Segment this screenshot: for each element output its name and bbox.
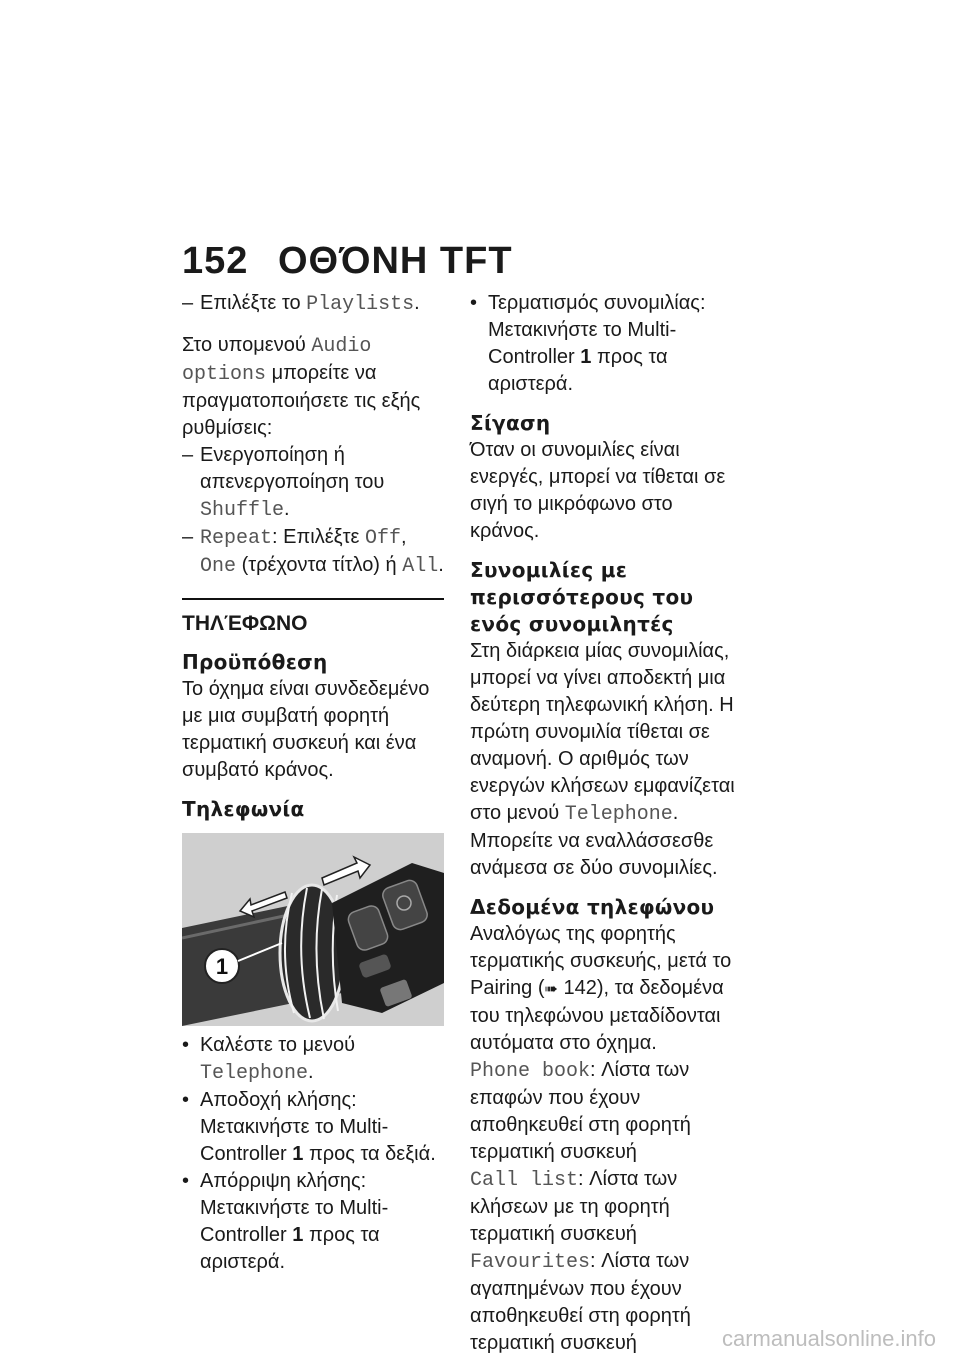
- subheading: Προϋπόθεση: [182, 650, 328, 674]
- subheading: Δεδομένα τηλεφώνου: [470, 895, 715, 919]
- multi-controller-figure: [182, 833, 444, 1026]
- list-item: • Απόρριψη κλήσης: Μετακινήστε το Multi-Controller 1 προς τα αριστερά.: [182, 1168, 444, 1276]
- paragraph: Το όχημα είναι συνδεδεμένο με μια συμβατή φορητή τερματική συσκευή και ένα συμβατό κράνος.: [182, 678, 430, 781]
- list-item: • Καλέστε το μενού Telephone.: [182, 1032, 444, 1087]
- paragraph: Στη διάρκεια μίας συνομιλίας, μπορεί να γίνει αποδεκτή μια δεύτερη τηλεφωνική κλήση. Η πρώτη συνομιλία τίθεται σε αναμονή. Ο αριθμός των ενεργών κλήσεων εμφανίζεται στο μενού Telephone. Μπορείτε να εναλλάσσεσθε ανάμεσα σε δύο συνομιλίες.: [470, 640, 735, 879]
- list-item: – Επιλέξτε το Playlists.: [182, 290, 444, 318]
- left-column: [182, 290, 444, 1276]
- page-header: [182, 240, 513, 283]
- paragraph: Αναλόγως της φορητής τερματικής συσκευής, μετά το Pairing (➠ 142), τα δεδομένα του τηλεφώνου μεταδίδονται αυτόματα στο όχημα.: [470, 923, 732, 1054]
- section-title: ΤΗΛΈΦΩΝΟ: [182, 598, 444, 637]
- watermark: carmanualsonline.info: [721, 1326, 936, 1351]
- list-item: • Τερματισμός συνομιλίας: Μετακινήστε το Multi-Controller 1 προς τα αριστερά.: [470, 290, 745, 398]
- paragraph: Phone book: Λίστα των επαφών που έχουν αποθηκευθεί στη φορητή τερματική συσκευή: [470, 1059, 691, 1163]
- list-item: – Repeat: Επιλέξτε Off, One (τρέχοντα τίτλο) ή All.: [182, 524, 444, 580]
- subheading: Σίγαση: [470, 411, 551, 435]
- list-item: • Αποδοχή κλήσης: Μετακινήστε το Multi-Controller 1 προς τα δεξιά.: [182, 1087, 444, 1168]
- right-column: [470, 290, 745, 1357]
- handlebar-illustration: [182, 833, 444, 1026]
- list-item: – Ενεργοποίηση ή απενεργοποίηση του Shuffle.: [182, 442, 444, 524]
- paragraph: Όταν οι συνομιλίες είναι ενεργές, μπορεί να τίθεται σε σιγή το μικρόφωνο στο κράνος.: [470, 439, 726, 542]
- page-title: ΟΘΌΝΗ TFT: [278, 240, 513, 282]
- paragraph: Στο υπομενού Audio options μπορείτε να πραγματοποιήσετε τις εξής ρυθμίσεις:: [182, 334, 421, 439]
- paragraph: Call list: Λίστα των κλήσεων με τη φορητή τερματική συσκευή: [470, 1168, 678, 1245]
- subheading: Συνομιλίες με περισσότερους του ενός συνομιλητές: [470, 558, 694, 636]
- page-number: 152: [182, 240, 249, 282]
- subheading: Τηλεφωνία: [182, 797, 305, 821]
- paragraph: Favourites: Λίστα των αγαπημένων που έχουν αποθηκευθεί στη φορητή τερματική συσκευή: [470, 1250, 691, 1354]
- page-reference-icon: ➠: [544, 981, 558, 998]
- callout-label: 1: [215, 954, 229, 979]
